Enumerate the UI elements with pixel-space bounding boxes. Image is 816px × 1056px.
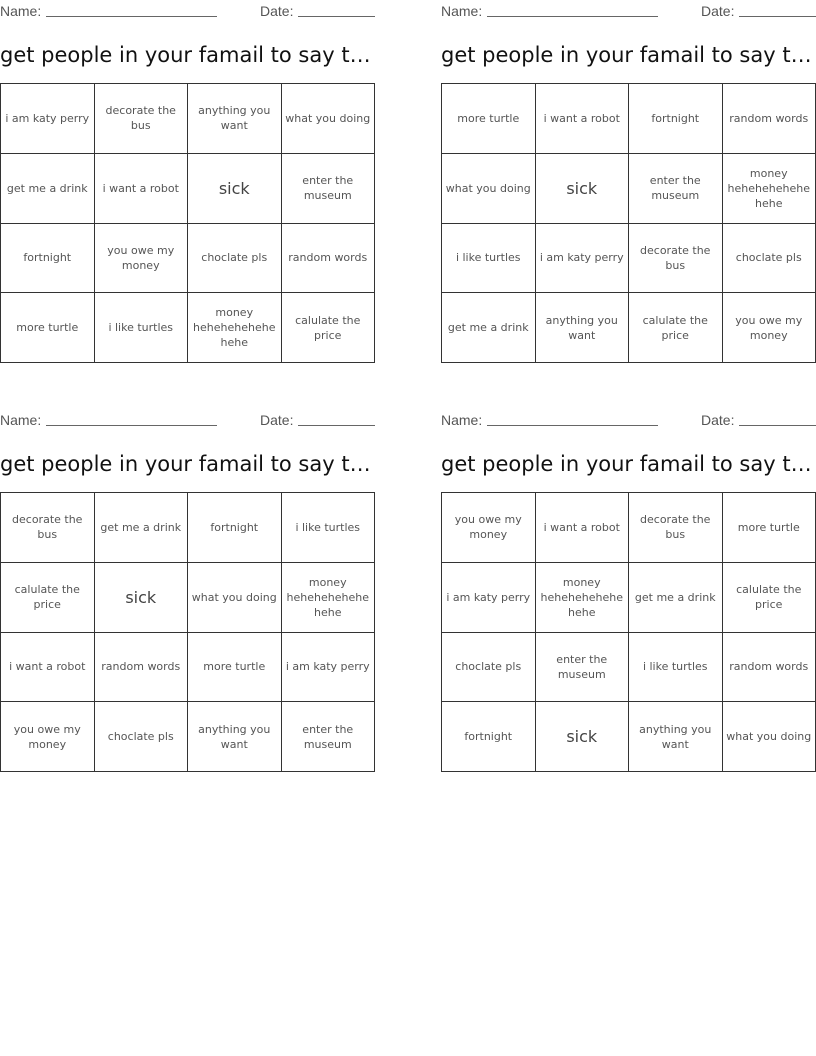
bingo-cell: fortnight [442, 702, 536, 772]
name-label: Name: [441, 412, 483, 428]
date-blank-line [739, 425, 816, 426]
bingo-cell: more turtle [188, 633, 282, 703]
name-blank-line [46, 425, 217, 426]
name-blank-line [46, 16, 217, 17]
bingo-cell: more turtle [723, 493, 816, 563]
bingo-cell: anything you want [188, 702, 282, 772]
bingo-cell: enter the museum [282, 702, 376, 772]
name-label: Name: [0, 3, 42, 19]
bingo-cell: money hehehehehehehehe [536, 563, 630, 633]
bingo-cell: i like turtles [95, 293, 189, 363]
bingo-cell: choclate pls [442, 633, 536, 703]
bingo-cell: enter the museum [536, 633, 630, 703]
bingo-cell: get me a drink [1, 154, 95, 224]
bingo-card [441, 0, 816, 342]
bingo-cell: you owe my money [723, 293, 816, 363]
bingo-cell: calulate the price [1, 563, 95, 633]
bingo-cell: i am katy perry [282, 633, 376, 703]
bingo-cell: what you doing [188, 563, 282, 633]
bingo-cell: calulate the price [629, 293, 723, 363]
bingo-card [0, 0, 375, 350]
bingo-cell: i am katy perry [536, 224, 630, 294]
bingo-cell: random words [723, 633, 816, 703]
name-blank-line [487, 16, 658, 17]
bingo-cell: i am katy perry [1, 84, 95, 154]
bingo-cell: decorate the bus [629, 224, 723, 294]
name-date-row [0, 0, 375, 22]
bingo-cell: more turtle [1, 293, 95, 363]
bingo-card [0, 409, 375, 751]
bingo-cell: anything you want [188, 84, 282, 154]
bingo-cell: i like turtles [442, 224, 536, 294]
bingo-cell: money hehehehehehehehe [282, 563, 376, 633]
bingo-cell: i like turtles [629, 633, 723, 703]
bingo-cell: anything you want [629, 702, 723, 772]
bingo-cell: you owe my money [1, 702, 95, 772]
date-label: Date: [260, 3, 294, 19]
bingo-cell: calulate the price [282, 293, 376, 363]
bingo-cell: anything you want [536, 293, 630, 363]
bingo-cell: random words [723, 84, 816, 154]
name-date-row [441, 0, 816, 22]
name-blank-line [487, 425, 658, 426]
card-title: get people in your famail to say t… [441, 43, 812, 67]
bingo-cell: i want a robot [536, 493, 630, 563]
bingo-cell: i am katy perry [442, 563, 536, 633]
name-date-row [0, 409, 375, 431]
bingo-cell: i want a robot [95, 154, 189, 224]
card-title: get people in your famail to say t… [0, 452, 371, 476]
bingo-free-cell: sick [188, 154, 282, 224]
bingo-cell: i like turtles [282, 493, 376, 563]
date-blank-line [298, 425, 375, 426]
bingo-free-cell: sick [95, 563, 189, 633]
bingo-free-cell: sick [536, 702, 630, 772]
bingo-cell: you owe my money [442, 493, 536, 563]
date-label: Date: [260, 412, 294, 428]
date-blank-line [739, 16, 816, 17]
bingo-cell: random words [282, 224, 376, 294]
card-title: get people in your famail to say t… [0, 43, 371, 67]
bingo-grid [0, 492, 375, 772]
bingo-cell: random words [95, 633, 189, 703]
bingo-cell: i want a robot [536, 84, 630, 154]
bingo-cell: get me a drink [95, 493, 189, 563]
bingo-cell: decorate the bus [95, 84, 189, 154]
name-label: Name: [441, 3, 483, 19]
bingo-cell: fortnight [1, 224, 95, 294]
bingo-cell: what you doing [723, 702, 816, 772]
bingo-cell: money hehehehehehehehe [723, 154, 816, 224]
bingo-grid [441, 492, 816, 772]
bingo-cell: enter the museum [629, 154, 723, 224]
bingo-grid [441, 83, 816, 363]
date-blank-line [298, 16, 375, 17]
bingo-cell: get me a drink [629, 563, 723, 633]
bingo-cell: choclate pls [723, 224, 816, 294]
bingo-cell: choclate pls [188, 224, 282, 294]
bingo-cell: what you doing [282, 84, 376, 154]
bingo-cell: decorate the bus [629, 493, 723, 563]
bingo-cell: money hehehehehehehehe [188, 293, 282, 363]
bingo-grid [0, 83, 375, 363]
name-label: Name: [0, 412, 42, 428]
bingo-cell: fortnight [188, 493, 282, 563]
bingo-cell: decorate the bus [1, 493, 95, 563]
bingo-cell: enter the museum [282, 154, 376, 224]
bingo-cell: i want a robot [1, 633, 95, 703]
name-date-row [441, 409, 816, 431]
bingo-card [441, 409, 816, 751]
bingo-cell: you owe my money [95, 224, 189, 294]
card-title: get people in your famail to say t… [441, 452, 812, 476]
date-label: Date: [701, 412, 735, 428]
bingo-cell: what you doing [442, 154, 536, 224]
bingo-cell: choclate pls [95, 702, 189, 772]
bingo-cell: calulate the price [723, 563, 816, 633]
bingo-free-cell: sick [536, 154, 630, 224]
date-label: Date: [701, 3, 735, 19]
bingo-cell: get me a drink [442, 293, 536, 363]
bingo-cell: fortnight [629, 84, 723, 154]
bingo-cell: more turtle [442, 84, 536, 154]
